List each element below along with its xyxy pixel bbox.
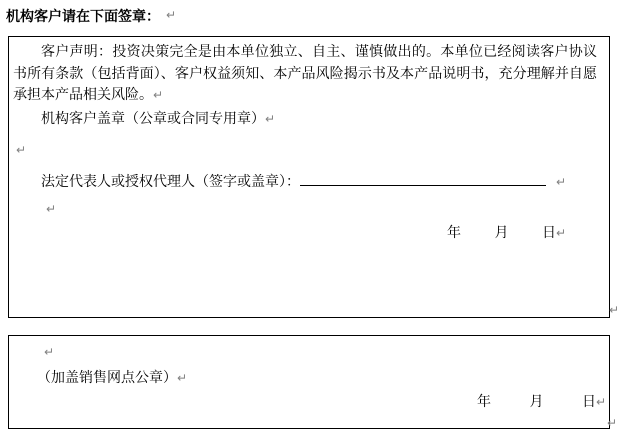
representative-signature-line (41, 172, 566, 191)
paragraph-mark-icon: ↵ (609, 303, 620, 317)
client-declaration-paragraph (13, 42, 597, 107)
paragraph-mark-icon: ↵ (153, 88, 164, 102)
paragraph-mark-icon: ↵ (16, 143, 27, 157)
representative-signature-label: 法定代表人或授权代理人（签字或盖章）： (41, 175, 300, 190)
signature-blank-line[interactable] (300, 172, 546, 186)
paragraph-mark-icon: ↵ (596, 395, 607, 409)
paragraph-mark-icon: ↵ (166, 8, 177, 22)
sales-outlet-seal-box (8, 335, 610, 429)
empty-line (16, 142, 26, 159)
client-declaration-text: 客户声明：投资决策完全是由本单位独立、自主、谨慎做出的。本单位已经阅读客户协议书所有条款（包括背面）、客户权益须知、本产品风险揭示书及本产品说明书，充分理解并自愿承担本产品相关风险。 (13, 45, 597, 103)
sales-outlet-seal-line (37, 370, 187, 387)
empty-line (44, 344, 54, 361)
paragraph-mark-icon: ↵ (607, 416, 618, 430)
date-line (477, 394, 606, 411)
page-title: 机构客户请在下面签章： (6, 10, 160, 25)
date-line (447, 225, 566, 242)
empty-line (46, 201, 56, 218)
paragraph-mark-icon: ↵ (265, 112, 276, 126)
paragraph-mark-icon: ↵ (556, 226, 567, 240)
institution-seal-label: 机构客户盖章（公章或合同专用章） (41, 112, 265, 127)
date-line-text: 年 月 日 (447, 226, 556, 241)
client-declaration-box (8, 36, 610, 318)
paragraph-mark-icon: ↵ (46, 202, 57, 216)
paragraph-mark-icon: ↵ (556, 175, 567, 189)
sales-outlet-seal-label: （加盖销售网点公章） (37, 371, 177, 386)
date-line-text: 年 月 日 (477, 395, 596, 410)
paragraph-mark-icon: ↵ (44, 345, 55, 359)
paragraph-mark-icon: ↵ (177, 371, 188, 385)
institution-seal-line (41, 111, 275, 128)
